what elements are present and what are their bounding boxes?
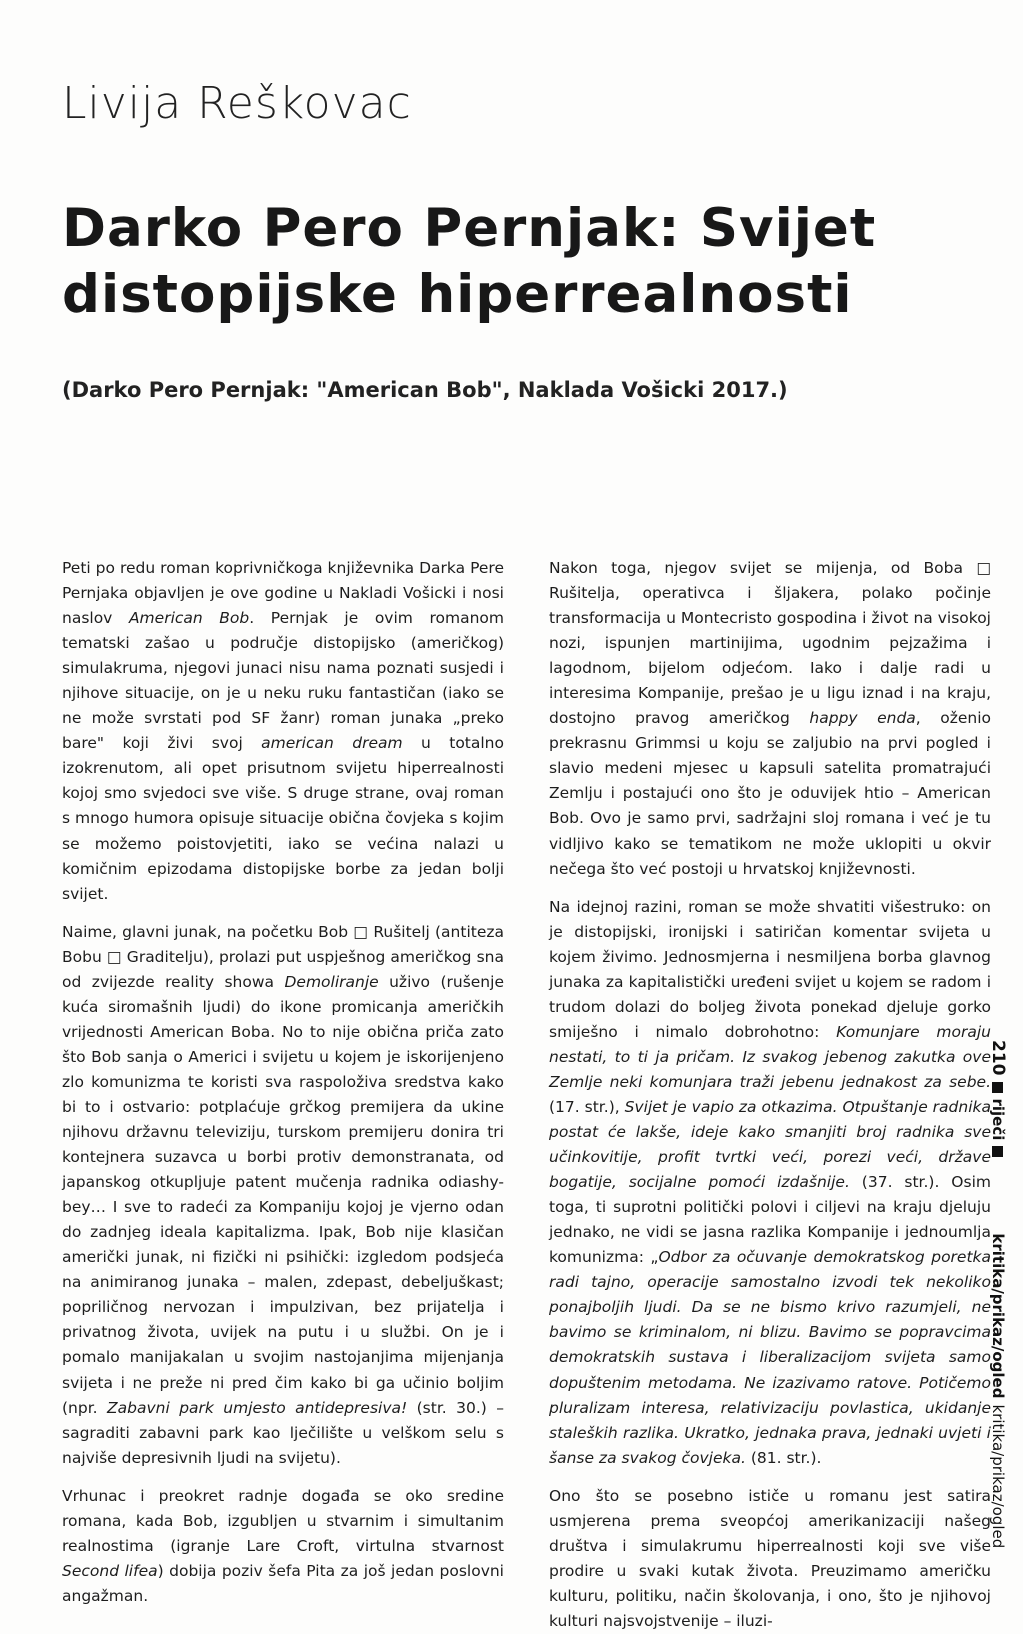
paragraph-6: Ono što se posebno ističe u romanu jest satira usmjerena prema sveopćoj amerikanizaciji našeg društva i simulakrumu hiperrealnosti koji sve više prodire u svaki kutak života. Preuzimamo američku kulturu, politiku, način školovanja, i ono, što je njihovoj kulturi najsvojstvenije – iluzi- — [549, 1486, 991, 1630]
journal-name: riječi — [989, 1098, 1007, 1141]
title-line-1: Darko Pero Pernjak: Svijet — [62, 198, 877, 259]
title-line-2: distopijske hiperrealnosti — [62, 264, 853, 325]
square-marker — [993, 1082, 1004, 1093]
article-subtitle: (Darko Pero Pernjak: "American Bob", Naklada Vošicki 2017.) — [62, 378, 788, 402]
paragraph-5: Na idejnoj razini, roman se može shvatiti višestruko: on je distopijski, ironijski i satiričan komentar svijeta u kojem živimo. Jednosmjerna i nesmiljena borba glavnog junaka za kapitalistički uređeni svijet u kojem se radom i trudom dolazi do boljeg života ponekad djeluje gorko smiješno i nimalo dobrohotno: Komunjare moraju nestati, to ti ja pričam. Iz svakog jebenog zakutka ove Zemlje neki komunjara traži jebenu jednakost za sebe. (17. str.), Svijet je vapio za otkazima. Otpuštanje radnika postat će lakše, ideje kako smanjiti broj radnika sve učinkovitije, profit tvrtki veći, porezi veći, države bogatije, socijalne pomoći izdašnije. (37. str.). Osim toga, ti suprotni politički polovi i ciljevi na kraju djeluju jednako, ne vidi se jasna razlika Kompanije i jednoumlja komunizma: „Odbor za očuvanje demokratskog poretka radi tajno, operacije samostalno izvodi tek nekoliko ponajboljih ljudi. Da se ne bismo krivo razumjeli, ne bavimo se kriminalom, ni blizu. Bavimo se popravcima demokratskih sustava i liberalizacijom svijeta samo dopuštenim metodama. Ne izazivamo ratove. Potičemo pluralizam interesa, relativizaciju povlastica, ukidanje staleških razlika. Ukratko, jednaka prava, jednaki uvjeti i šanse za svakog čovjeka. (81. str.). — [549, 897, 992, 1467]
left-column — [62, 556, 504, 1609]
page-number: 210 — [988, 1040, 1008, 1076]
side-running-header — [988, 1040, 1018, 1560]
author-name: Livija Reškovac — [62, 78, 412, 129]
paragraph-4: Nakon toga, njegov svijet se mijenja, od Boba □ Rušitelja, operativca i šljakera, polako počinje transformacija u Montecristo gospodina i život na visokoj nozi, ispunjen martinijima, ugodnim pejzažima i lagodnom, bijelom odjećom. Iako i dalje radi u interesima Kompanije, prešao je u ligu iznad i na kraju, dostojno pravog američkog happy enda, oženio prekrasnu Grimmsi u koju se zaljubio na prvi pogled i slavio medeni mjesec u kapsuli satelita promatrajući Zemlju i postajući ono što je oduvijek htio – American Bob. Ovo je samo prvi, sadržajni sloj romana i već je tu vidljivo kako se tematikom ne može uklopiti u okvir nečega što već postoji u hrvatskoj književnosti. — [549, 559, 992, 878]
section-label-bold: kritika/prikaz/ogled — [989, 1233, 1007, 1399]
section-label-light: kritika/prikaz/ogled — [989, 1404, 1007, 1549]
square-marker — [993, 1146, 1004, 1157]
paragraph-3: Vrhunac i preokret radnje događa se oko sredine romana, kada Bob, izgubljen u stvarnim i simultanim realnostima (igranje Lare Croft, virtulna stvarnost Second lifea) dobija poziv šefa Pita za još jedan poslovni angažman. — [62, 1486, 504, 1605]
right-column — [549, 556, 991, 1634]
paragraph-2: Naime, glavni junak, na početku Bob □ Rušitelj (antiteza Bobu □ Graditelju), prolazi put uspješnog američkog sna od zvijezde reality showa Demoliranje uživo (rušenje kuća siromašnih ljudi) do ikone promicanja američkih vrijednosti American Boba. No to nije obična priča zato što Bob sanja o Americi i svijetu u kojem je iskorijenjeno zlo komunizma te koristi sva raspoloživa sredstva kako bi to i ostvario: potplaćuje grčkog premijera da ukine njihovu državnu televiziju, turskom premijeru donira tri kontejnera suzavca u borbi protiv demonstranata, od japanskog otkupljuje patent mučenja radnika odiashy-bey… I sve to radeći za Kompaniju kojoj je vjerno odan do zadnjeg ideala kapitalizma. Ipak, Bob nije klasičan američki junak, ni fizički ni psihički: izgledom podsjeća na animiranog junaka – malen, zdepast, debeljuškast; popriličnog nervozan i impulzivan, bez prijatelja i privatnog života, uvijek na putu i u službi. On je i pomalo manijakalan u svojim nastojanjima mijenjanja svijeta i ne preže ni pred čim kako bi ga učinio boljim (npr. Zabavni park umjesto antidepresiva! (str. 30.) – sagraditi zabavni park kao lječilište u velškom selu s najviše depresivnih ljudi na svijetu). — [62, 922, 504, 1467]
paragraph-1: Peti po redu roman koprivničkoga književnika Darka Pere Pernjaka objavljen je ove godine u Nakladi Vošicki i nosi naslov American Bob. Pernjak je ovim romanom tematski zašao u područje distopijsko (američkog) simulakruma, njegovi junaci nisu nama poznati susjedi i njihove situacije, on je u neku ruku fantastičan (iako se ne može svrstati pod SF žanr) roman junaka „preko bare" koji živi svoj american dream u totalno izokrenutom, ali opet prisutnom svijetu hiperrealnosti kojoj smo svjedoci sve više. S druge strane, ovaj roman s mnogo humora opisuje situacije obična čovjeka s kojim se možemo poistovjetiti, iako se većina nalazi u komičnim epizodama distopijske borbe za jedan bolji svijet. — [62, 559, 504, 903]
article-title — [62, 196, 922, 328]
